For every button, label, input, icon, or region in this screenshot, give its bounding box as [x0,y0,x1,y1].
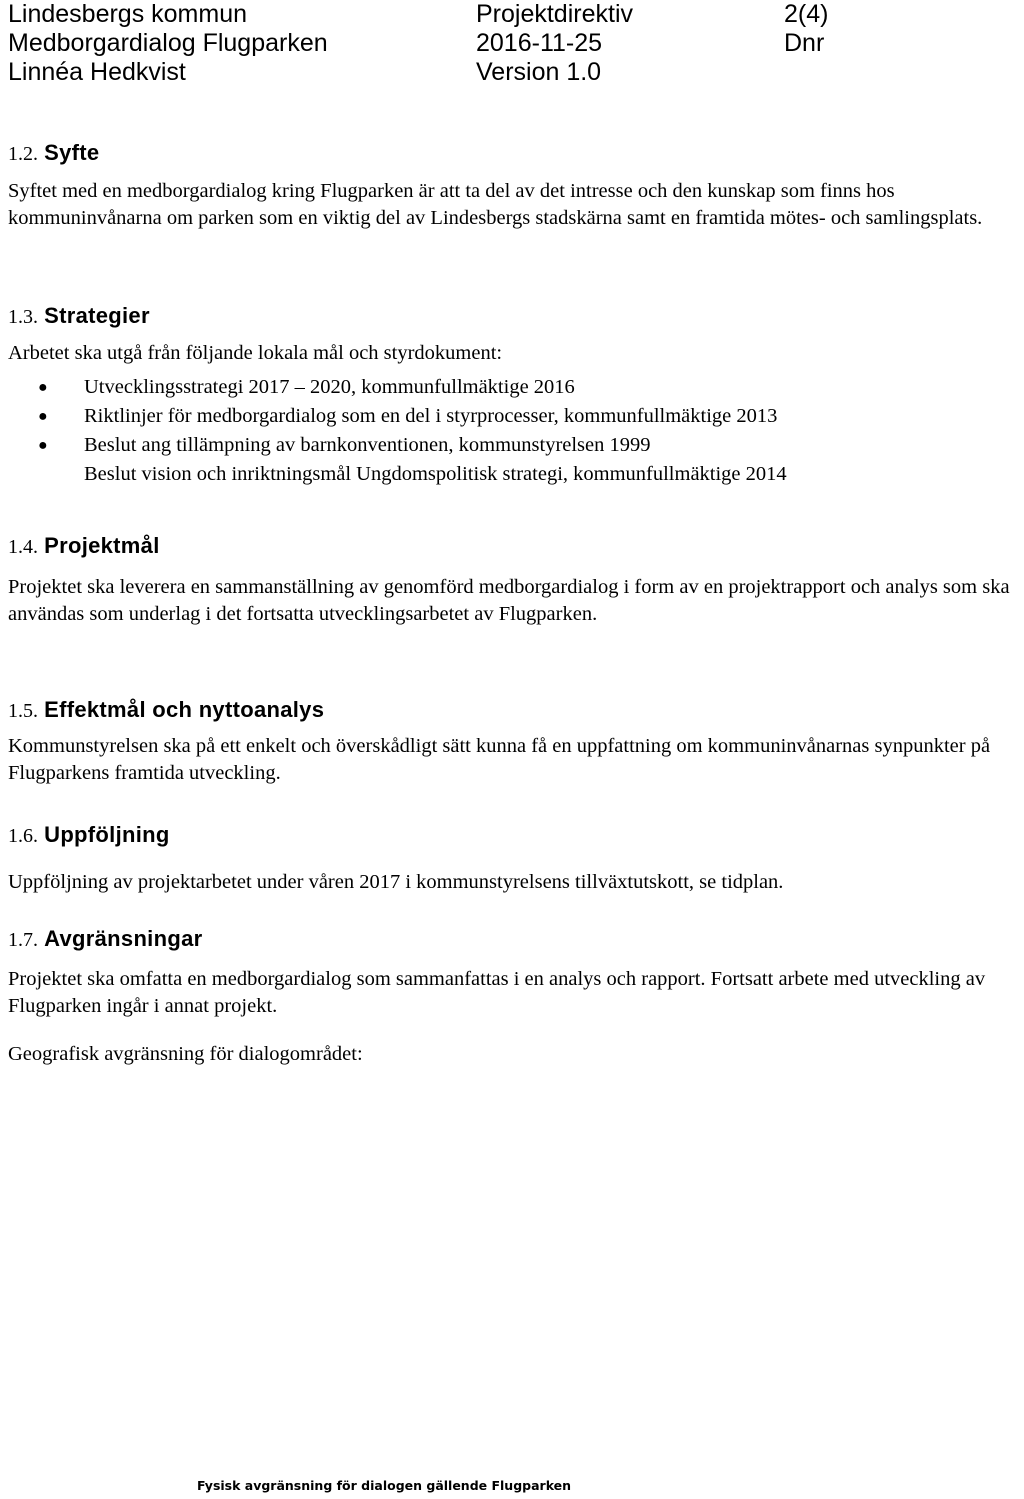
bullet-icon: ● [38,408,48,425]
list-item: Beslut vision och inriktningsmål Ungdomspolitisk strategi, kommunfullmäktige 2014 [84,463,787,485]
header-document-type: Projektdirektiv [476,0,633,28]
section-body-avgransningar: Projektet ska omfatta en medborgardialog som sammanfattas i en analys och rapport. Fortsatt arbete med utveckling av Flugparken ingår i annat projekt. [8,968,986,1017]
section-heading-strategier [8,303,150,330]
section-heading-uppfoljning [8,822,170,849]
section-body-projektmal: Projektet ska leverera en sammanställning av genomförd medborgardialog i form av en projektrapport och analys som ska användas som underlag i det fortsatta utvecklingsarbetet av Flugparken. [8,576,1010,625]
section-number: 1.6. [8,825,38,847]
section-body-syfte: Syftet med en medborgardialog kring Flugparken är att ta del av det intresse och den kunskap som finns hos kommuninvånarna om parken som en viktig del av Lindesbergs stadskärna samt en framtida mötes- och samlingsplats. [8,180,983,229]
header-page-number: 2(4) [784,0,829,28]
list-item: ● Utvecklingsstrategi 2017 – 2020, kommunfullmäktige 2016 [8,373,1020,402]
section-heading-avgransningar [8,926,202,953]
bullet-icon: ● [38,379,48,396]
list-item: ● Riktlinjer för medborgardialog som en del i styrprocesser, kommunfullmäktige 2013 [8,402,1020,431]
section-body-uppfoljning: Uppföljning av projektarbetet under våren 2017 i kommunstyrelsens tillväxtutskott, se tidplan. [8,871,784,893]
figure-caption: Fysisk avgränsning för dialogen gällende Flugparken [196,1478,572,1493]
section-title: Effektmål och nyttoanalys [44,697,325,722]
section-intro-strategier: Arbetet ska utgå från följande lokala mål och styrdokument: [8,342,503,364]
header-page-block [784,0,828,58]
section-heading-syfte [8,140,99,167]
list-item: ● Beslut ang tillämpning av barnkonventionen, kommunstyrelsen 1999 [8,431,1020,460]
strategy-document-list [8,373,1020,489]
header-municipality: Lindesbergs kommun [8,0,248,28]
header-organization-block [8,0,328,87]
header-document-block [476,0,633,87]
header-project-name: Medborgardialog Flugparken [8,29,328,57]
section-number: 1.3. [8,306,38,328]
header-date: 2016-11-25 [476,29,603,57]
section-heading-effektmal [8,697,324,724]
section-title: Uppföljning [44,822,170,847]
section-heading-projektmal [8,533,160,560]
header-version: Version 1.0 [476,58,602,86]
header-author: Linnéa Hedkvist [8,58,186,86]
section-title: Projektmål [44,533,160,558]
section-number: 1.2. [8,143,38,165]
bullet-icon: ● [38,437,48,454]
section-title: Syfte [44,140,100,165]
section-title: Strategier [44,303,150,328]
section-body-effektmal: Kommunstyrelsen ska på ett enkelt och överskådligt sätt kunna få en uppfattning om kommuninvånarnas synpunkter på Flugparkens framtida utveckling. [8,735,991,784]
section-number: 1.7. [8,929,38,951]
section-title: Avgränsningar [44,926,203,951]
header-registration-number: Dnr [784,29,825,57]
geographic-boundary-intro: Geografisk avgränsning för dialogområdet: [8,1043,363,1065]
section-number: 1.4. [8,536,38,558]
section-number: 1.5. [8,700,38,722]
